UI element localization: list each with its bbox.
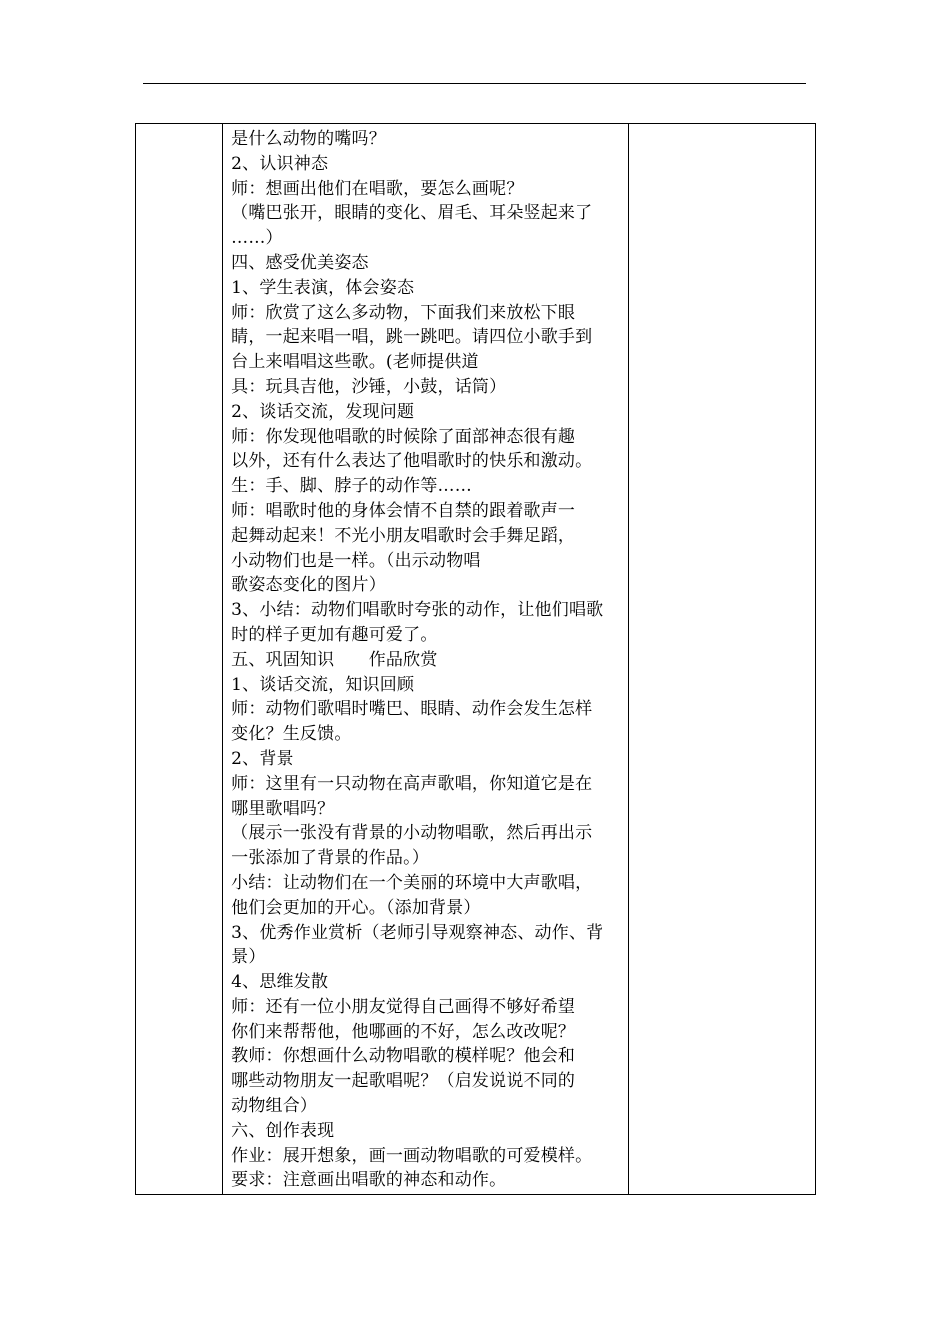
text-line: 歌姿态变化的图片） — [231, 575, 386, 596]
text-line: 师：你发现他唱歌的时候除了面部神态很有趣 — [231, 426, 576, 447]
text-line: 4、思维发散 — [231, 972, 329, 993]
section-heading: 五、巩固知识 作品欣赏 — [231, 649, 438, 670]
text-line: 他们会更加的开心。（添加背景） — [231, 897, 481, 918]
table-row — [136, 124, 816, 1195]
text-line: 哪里歌唱吗？ — [231, 798, 335, 819]
text-line: 台上来唱唱这些歌。(老师提供道 — [231, 352, 479, 373]
text-line: 变化？生反馈。 — [231, 724, 352, 745]
text-line: 作业：展开想象，画一画动物唱歌的可爱模样。 — [231, 1145, 593, 1166]
text-line: ……） — [231, 228, 283, 249]
text-line: 小动物们也是一样。（出示动物唱 — [231, 550, 481, 571]
text-line: （嘴巴张开，眼睛的变化、眉毛、耳朵竖起来了 — [231, 203, 593, 224]
text-line: 2、背景 — [231, 748, 294, 769]
left-empty-cell — [136, 124, 223, 1195]
text-line: 2、认识神态 — [231, 153, 329, 174]
text-line: 生：手、脚、脖子的动作等…… — [231, 476, 472, 497]
text-line: 师：想画出他们在唱歌，要怎么画呢？ — [231, 178, 524, 199]
text-line: 是什么动物的嘴吗？ — [231, 129, 386, 149]
text-line: 师：动物们歌唱时嘴巴、眼睛、动作会发生怎样 — [231, 699, 593, 720]
text-line: 教师：你想画什么动物唱歌的模样呢？他会和 — [231, 1046, 576, 1067]
header-rule — [143, 83, 806, 84]
text-line: 以外，还有什么表达了他唱歌时的快乐和激动。 — [231, 451, 593, 472]
text-line: 动物组合） — [231, 1096, 318, 1117]
text-line: 时的样子更加有趣可爱了。 — [231, 624, 438, 645]
text-line: 1、学生表演，体会姿态 — [231, 277, 415, 298]
text-line: 师：欣赏了这么多动物，下面我们来放松下眼 — [231, 302, 576, 323]
text-line: 一张添加了背景的作品。） — [231, 848, 430, 869]
text-line: 1、谈话交流，知识回顾 — [231, 674, 415, 695]
text-line: 师：这里有一只动物在高声歌唱，你知道它是在 — [231, 773, 593, 794]
section-heading: 六、创作表现 — [231, 1120, 335, 1141]
text-line: （展示一张没有背景的小动物唱歌，然后再出示 — [231, 823, 593, 844]
text-line: 3、优秀作业赏析（老师引导观察神态、动作、背 — [231, 922, 604, 943]
lesson-plan-table — [135, 123, 816, 1195]
text-line: 睛，一起来唱一唱，跳一跳吧。请四位小歌手到 — [231, 327, 593, 348]
text-line: 具：玩具吉他，沙锤，小鼓，话筒） — [231, 376, 507, 397]
text-line: 景） — [231, 947, 266, 968]
text-line: 你们来帮帮他，他哪画的不好，怎么改改呢？ — [231, 1021, 576, 1042]
text-line: 小结：让动物们在一个美丽的环境中大声歌唱， — [231, 872, 593, 893]
right-empty-cell — [628, 124, 815, 1195]
text-line: 2、谈话交流，发现问题 — [231, 401, 415, 422]
text-line: 哪些动物朋友一起歌唱呢？（启发说说不同的 — [231, 1071, 576, 1092]
teaching-process-cell — [223, 124, 629, 1195]
text-line: 要求：注意画出唱歌的神态和动作。 — [231, 1170, 507, 1191]
text-line: 3、小结：动物们唱歌时夸张的动作，让他们唱歌 — [231, 600, 604, 621]
text-line: 师：还有一位小朋友觉得自己画得不够好希望 — [231, 996, 576, 1017]
text-line: 师：唱歌时他的身体会情不自禁的跟着歌声一 — [231, 500, 576, 521]
text-line: 起舞动起来！不光小朋友唱歌时会手舞足蹈， — [231, 525, 576, 546]
section-heading: 四、感受优美姿态 — [231, 252, 369, 273]
